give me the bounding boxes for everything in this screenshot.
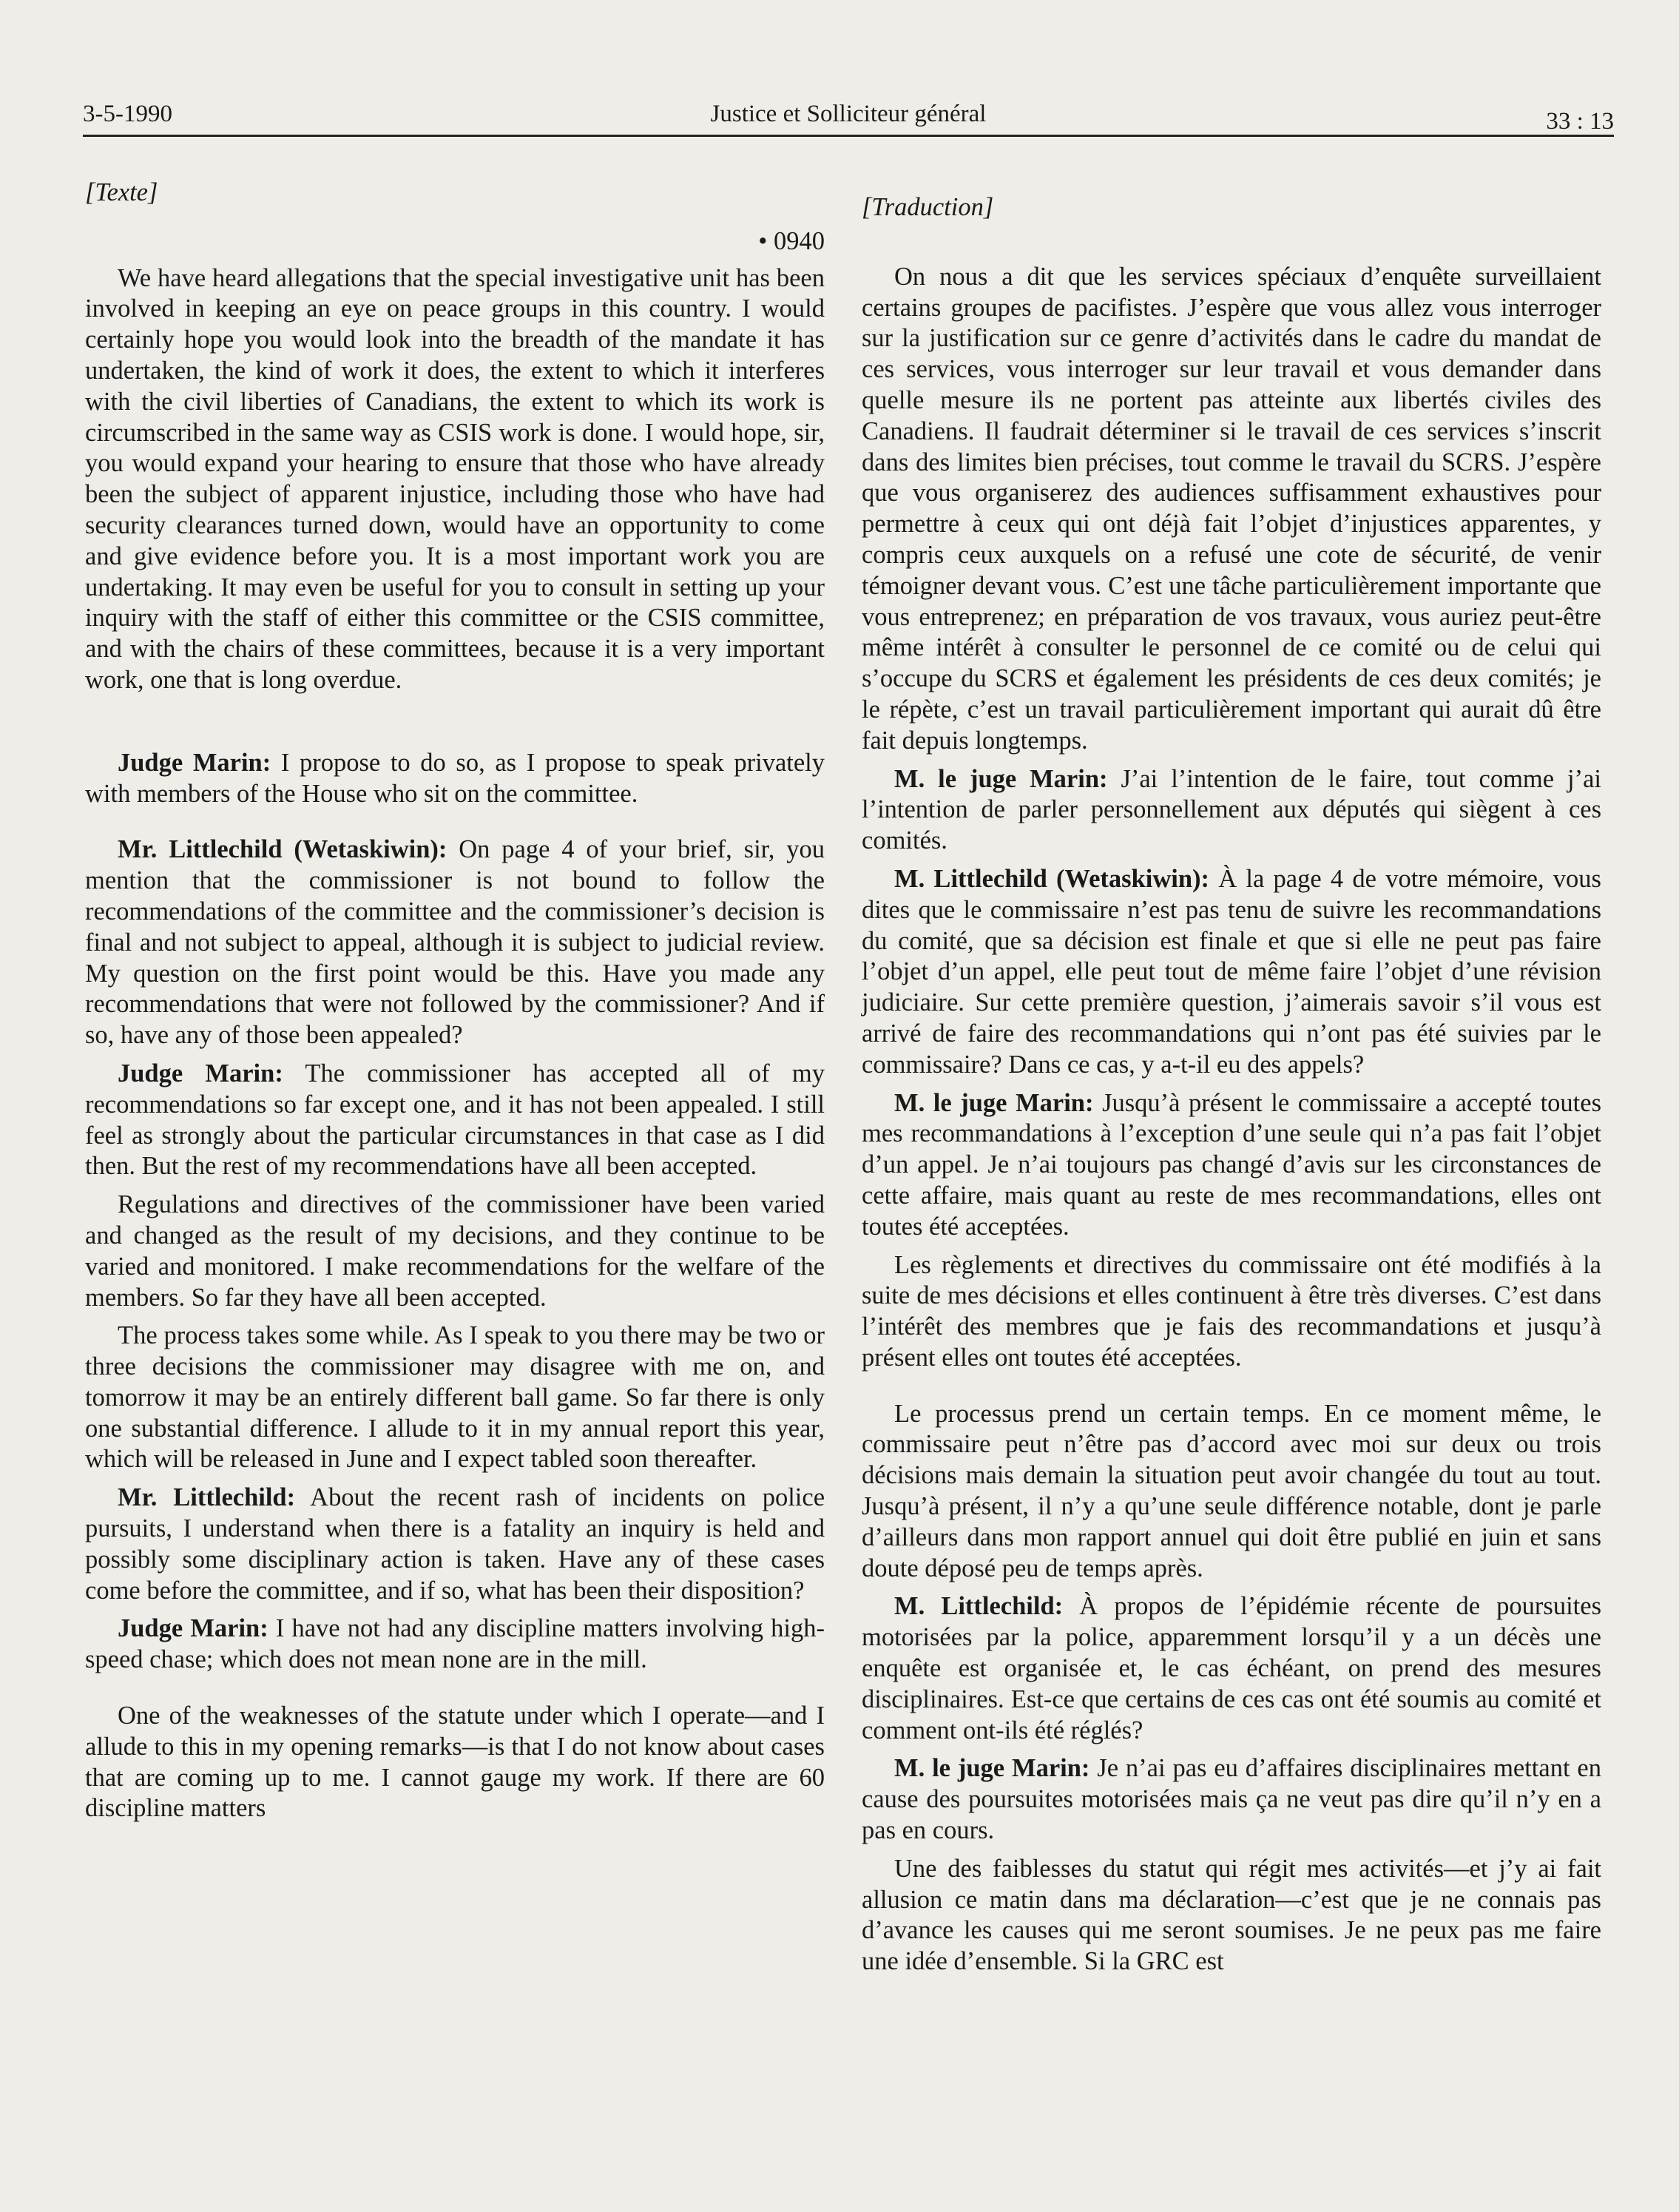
section-label: [Traduction] [862, 193, 994, 221]
paragraph-text: À la page 4 de votre mémoire, vous dites que le commissaire n’est pas tenu de suivre les recommandations du comité, que sa décision est finale et que si elle ne peut pas faire l’objet d’un appel, elle peut tout de même faire l’objet d’une révision judiciaire. Sur cette première question, j’aimerais savoir s’il vous est arrivé de faire des recommandations qui n’ont pas été suivies par le commissaire? Dans ce cas, y a-t-il eu des appels? [862, 864, 1601, 1079]
paragraph [862, 1591, 1601, 1746]
paragraph-text: Le processus prend un certain temps. En ce moment même, le commissaire peut n’être pas d’accord avec moi sur deux ou trois décisions mais demain la situation peut avoir changée du tout au tout. Jusqu’à présent, il n’y a qu’une seule différence notable, dont je parle d’ailleurs dans mon rapport annuel qui doit être publié en juin et sans doute déposé peu de temps après. [862, 1399, 1601, 1582]
paragraph-text: À propos de l’épidémie récente de poursuites motorisées par la police, apparemment lorsqu’il y a un décès une enquête est organisée et, le cas échéant, on prend des mesures disciplinaires. Est-ce que certains de ces cas ont été soumis au comité et comment ont-ils été réglés? [862, 1592, 1601, 1744]
paragraph [862, 864, 1601, 1081]
speaker-name: Judge Marin: [118, 1614, 268, 1643]
speaker-name: M. le juge Marin: [894, 764, 1108, 793]
paragraph [862, 764, 1601, 857]
paragraph-text: I have not had any discipline matters involving high-speed chase; which does not mean none are in the mill. [85, 1614, 825, 1674]
paragraph-text: Une des faiblesses du statut qui régit mes activités—et j’y ai fait allusion ce matin dans ma déclaration—c’est que je ne connais pas d’avance les causes qui me seront soumises. Je ne peux pas me faire une idée d’ensemble. Si la GRC est [862, 1854, 1601, 1976]
paragraph [85, 1190, 825, 1313]
paragraph [862, 262, 1601, 757]
speaker-name: M. le juge Marin: [894, 1754, 1090, 1783]
paragraph-text: On nous a dit que les services spéciaux d’enquête surveillaient certains groupes de pacifistes. J’espère que vous allez vous interroger sur la justification sur ce genre d’activités dans le cadre du mandat de ces services, vous interroger sur leur travail et vous demander dans quelle mesure ils ne portent pas atteinte aux libertés civiles des Canadiens. Il faudrait déterminer si le travail de ces services s’inscrit dans des limites bien précises, tout comme le travail du SCRS. J’espère que vous organiserez des audiences suffisamment exhaustives pour permettre à ceux qui ont déjà fait l’objet d’injustices apparentes, y compris ceux auxquels on a refusé une cote de sécurité, de venir témoigner devant vous. C’est une tâche particulièrement importante que vous entreprenez; en préparation de vos travaux, vous auriez peut-être même intérêt à consulter le personnel de ce comité ou de celui qui s’occupe du SCRS et également les présidents de ces deux comités; je le répète, c’est un travail particulièrement important qui aurait dû être fait depuis longtemps. [862, 262, 1601, 755]
paragraph-text: J’ai l’intention de le faire, tout comme j’ai l’intention de parler personnellement aux députés qui siègent à ces comités. [862, 764, 1601, 855]
speaker-name: M. Littlechild: [894, 1592, 1064, 1621]
left-column-english [85, 178, 825, 1832]
paragraph [85, 834, 825, 1051]
speaker-name: Judge Marin: [118, 1059, 283, 1088]
right-column-french [862, 178, 1601, 1985]
paragraph [862, 1250, 1601, 1374]
speaker-name: Mr. Littlechild: [118, 1483, 296, 1512]
header-page-number: 33 : 13 [1546, 108, 1614, 135]
paragraph [85, 748, 825, 810]
paragraph-text: About the recent rash of incidents on police pursuits, I understand when there is a fatality an inquiry is held and possibly some disciplinary action is taken. Have any of these cases come before the committee, and if so, what has been their disposition? [85, 1483, 825, 1605]
paragraph [85, 1483, 825, 1606]
paragraph [85, 1321, 825, 1475]
paragraph [862, 1088, 1601, 1243]
page-header [83, 96, 1614, 137]
paragraph-text: One of the weaknesses of the statute under which I operate—and I allude to this in my opening remarks—is that I do not know about cases that are coming up to me. I cannot gauge my work. If there are 60 discipline matters [85, 1702, 825, 1823]
header-date: 3-5-1990 [83, 101, 172, 127]
paragraph-text: The process takes some while. As I speak to you there may be two or three decisions the commissioner may disagree with me on, and tomorrow it may be an entirely different ball game. So far there is only one substantial difference. I allude to it in my annual report this year, which will be released in June and I expect tabled soon thereafter. [85, 1321, 825, 1474]
paragraph [85, 1614, 825, 1676]
speaker-name: Mr. Littlechild (Wetaskiwin): [118, 835, 447, 864]
paragraph-text: We have heard allegations that the special investigative unit has been involved in keeping an eye on peace groups in this country. I would certainly hope you would look into the breadth of the mandate it has undertaken, the kind of work it does, the extent to which it interferes with the civil liberties of Canadians, the extent to which its work is circumscribed in the same way as CSIS work is done. I would hope, sir, you would expand your hearing to ensure that those who have already been the subject of apparent injustice, including those who have had security clearances turned down, would have an opportunity to come and give evidence before you. It is a most important work you are undertaking. It may even be useful for you to consult in setting up your inquiry with the staff of either this committee or the CSIS committee, and with the chairs of these committees, because it is a very important work, one that is long overdue. [85, 263, 825, 694]
section-label: [Texte] [85, 178, 158, 206]
speaker-name: Judge Marin: [118, 748, 271, 777]
paragraph [85, 263, 825, 696]
speaker-name: M. le juge Marin: [894, 1088, 1094, 1117]
speaker-name: M. Littlechild (Wetaskiwin): [894, 864, 1209, 893]
paragraph [85, 1059, 825, 1182]
paragraph-text: I propose to do so, as I propose to speak privately with members of the House who sit on the committee. [85, 748, 825, 808]
paragraph-text: Regulations and directives of the commissioner have been varied and changed as the result of my decisions, and they continue to be varied and monitored. I make recommendations for the welfare of the members. So far they have all been accepted. [85, 1190, 825, 1312]
paragraph [862, 1399, 1601, 1585]
paragraph-text: Je n’ai pas eu d’affaires disciplinaires mettant en cause des poursuites motorisées mais ça ne veut pas dire qu’il n’y en a pas en cours. [862, 1754, 1601, 1845]
header-title: Justice et Solliciteur général [710, 101, 987, 127]
paragraph [862, 1854, 1601, 1977]
paragraph-text: The commissioner has accepted all of my recommendations so far except one, and it has not been appealed. I still feel as strongly about the particular circumstances in that case as I did then. But the rest of my recommendations have all been accepted. [85, 1059, 825, 1181]
time-stamp: • 0940 [758, 226, 825, 255]
paragraph-text: On page 4 of your brief, sir, you mention that the commissioner is not bound to follow the recommendations of the committee and the commissioner’s decision is final and not subject to appeal, although it is subject to judicial review. My question on the first point would be this. Have you made any recommendations that were not followed by the commissioner? And if so, have any of those been appealed? [85, 835, 825, 1050]
paragraph-text: Jusqu’à présent le commissaire a accepté toutes mes recommandations à l’exception d’une seule qui n’a pas fait l’objet d’un appel. Je n’ai toujours pas changé d’avis sur les circonstances de cette affaire, mais quant au reste de mes recommandations, elles ont toutes été acceptées. [862, 1088, 1602, 1241]
paragraph [85, 1701, 825, 1824]
paragraph-text: Les règlements et directives du commissaire ont été modifiés à la suite de mes décisions et elles continuent à être très diverses. C’est dans l’intérêt des membres que je fais des recommandations et jusqu’à présent elles ont toutes été acceptées. [862, 1250, 1601, 1372]
paragraph [862, 1753, 1601, 1846]
